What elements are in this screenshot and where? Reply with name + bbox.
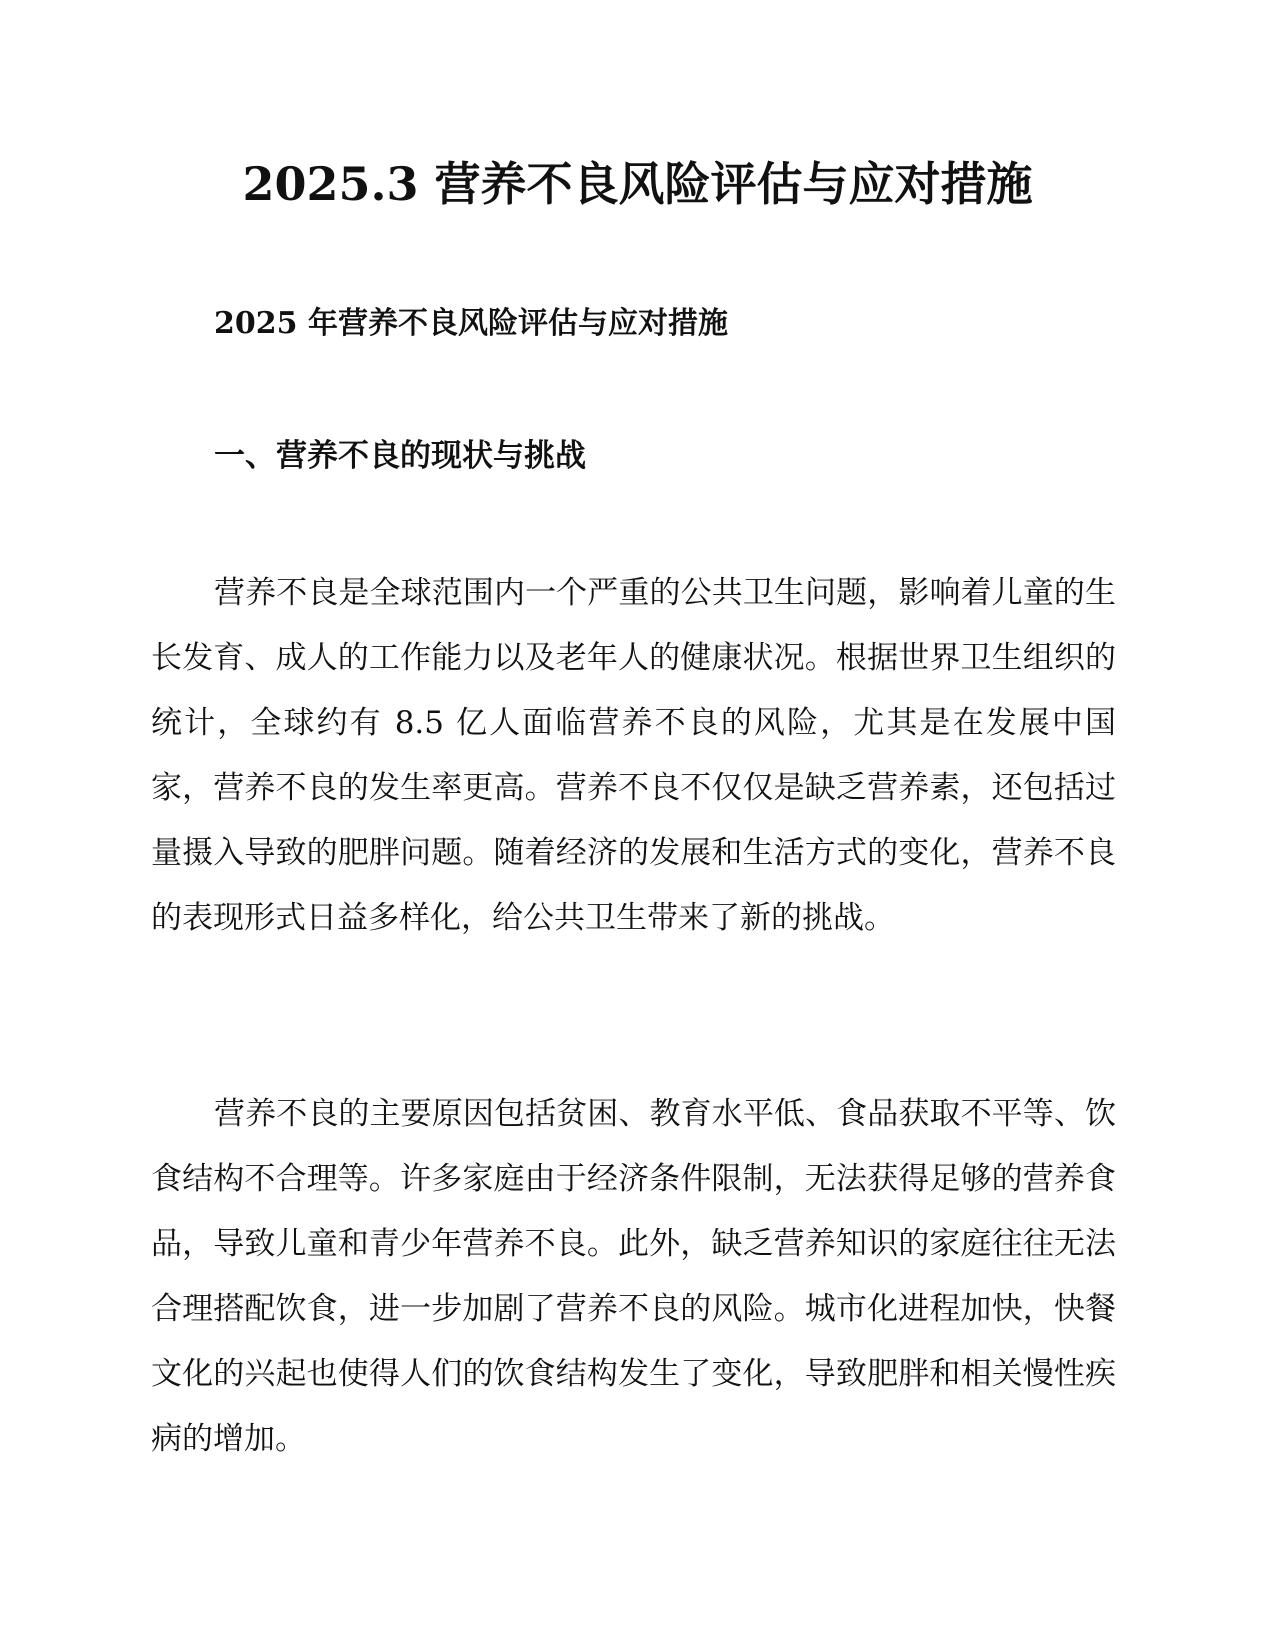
document-title: 2025.3 营养不良风险评估与应对措施 [242,157,1033,211]
section-heading: 一、营养不良的现状与挑战 [214,438,586,474]
body-paragraph-1: 营养不良是全球范围内一个严重的公共卫生问题，影响着儿童的生长发育、成人的工作能力以及老年人的健康状况。根据世界卫生组织的统计，全球约有 8.5 亿人面临营养不良的风险，尤其是在发展中国家，营养不良的发生率更高。营养不良不仅仅是缺乏营养素，还包括过量摄入导致的肥胖问题。随着经济的发展和生活方式的变化，营养不良的表现形式日益多样化，给公共卫生带来了新的挑战。 [151,575,1116,936]
document-subtitle: 2025 年营养不良风险评估与应对措施 [214,306,728,341]
body-paragraph-2: 营养不良的主要原因包括贫困、教育水平低、食品获取不平等、饮食结构不合理等。许多家庭由于经济条件限制，无法获得足够的营养食品，导致儿童和青少年营养不良。此外，缺乏营养知识的家庭往往无法合理搭配饮食，进一步加剧了营养不良的风险。城市化进程加快，快餐文化的兴起也使得人们的饮食结构发生了变化，导致肥胖和相关慢性疾病的增加。 [151,1096,1116,1457]
